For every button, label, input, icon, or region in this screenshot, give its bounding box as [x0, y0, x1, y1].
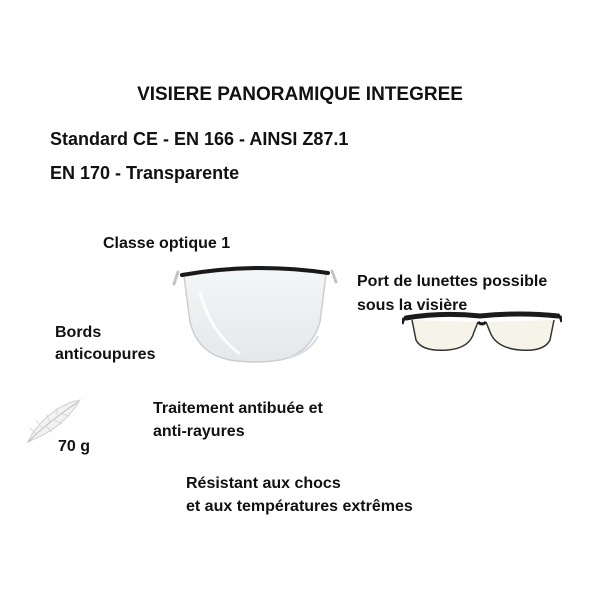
- treatment-line-2: anti-rayures: [153, 423, 245, 440]
- glasses-compatible-line-2: sous la visière: [357, 297, 468, 314]
- visor-image: [170, 262, 340, 370]
- weight-label: 70 g: [58, 438, 91, 455]
- treatment-line-1: Traitement antibuée et: [153, 400, 323, 417]
- glasses-compatible-line-1: Port de lunettes possible: [357, 273, 548, 290]
- page-title: VISIERE PANORAMIQUE INTEGREE: [137, 84, 463, 105]
- standard-line-2: EN 170 - Transparente: [50, 163, 240, 183]
- edges-line-2: anticoupures: [55, 346, 156, 363]
- standard-line-1: Standard CE - EN 166 - AINSI Z87.1: [50, 129, 349, 149]
- optical-class-label: Classe optique 1: [103, 235, 231, 252]
- resistance-line-2: et aux températures extrêmes: [186, 498, 413, 515]
- edges-line-1: Bords: [55, 324, 102, 341]
- resistance-line-1: Résistant aux chocs: [186, 475, 341, 492]
- safety-glasses-image: [402, 310, 562, 362]
